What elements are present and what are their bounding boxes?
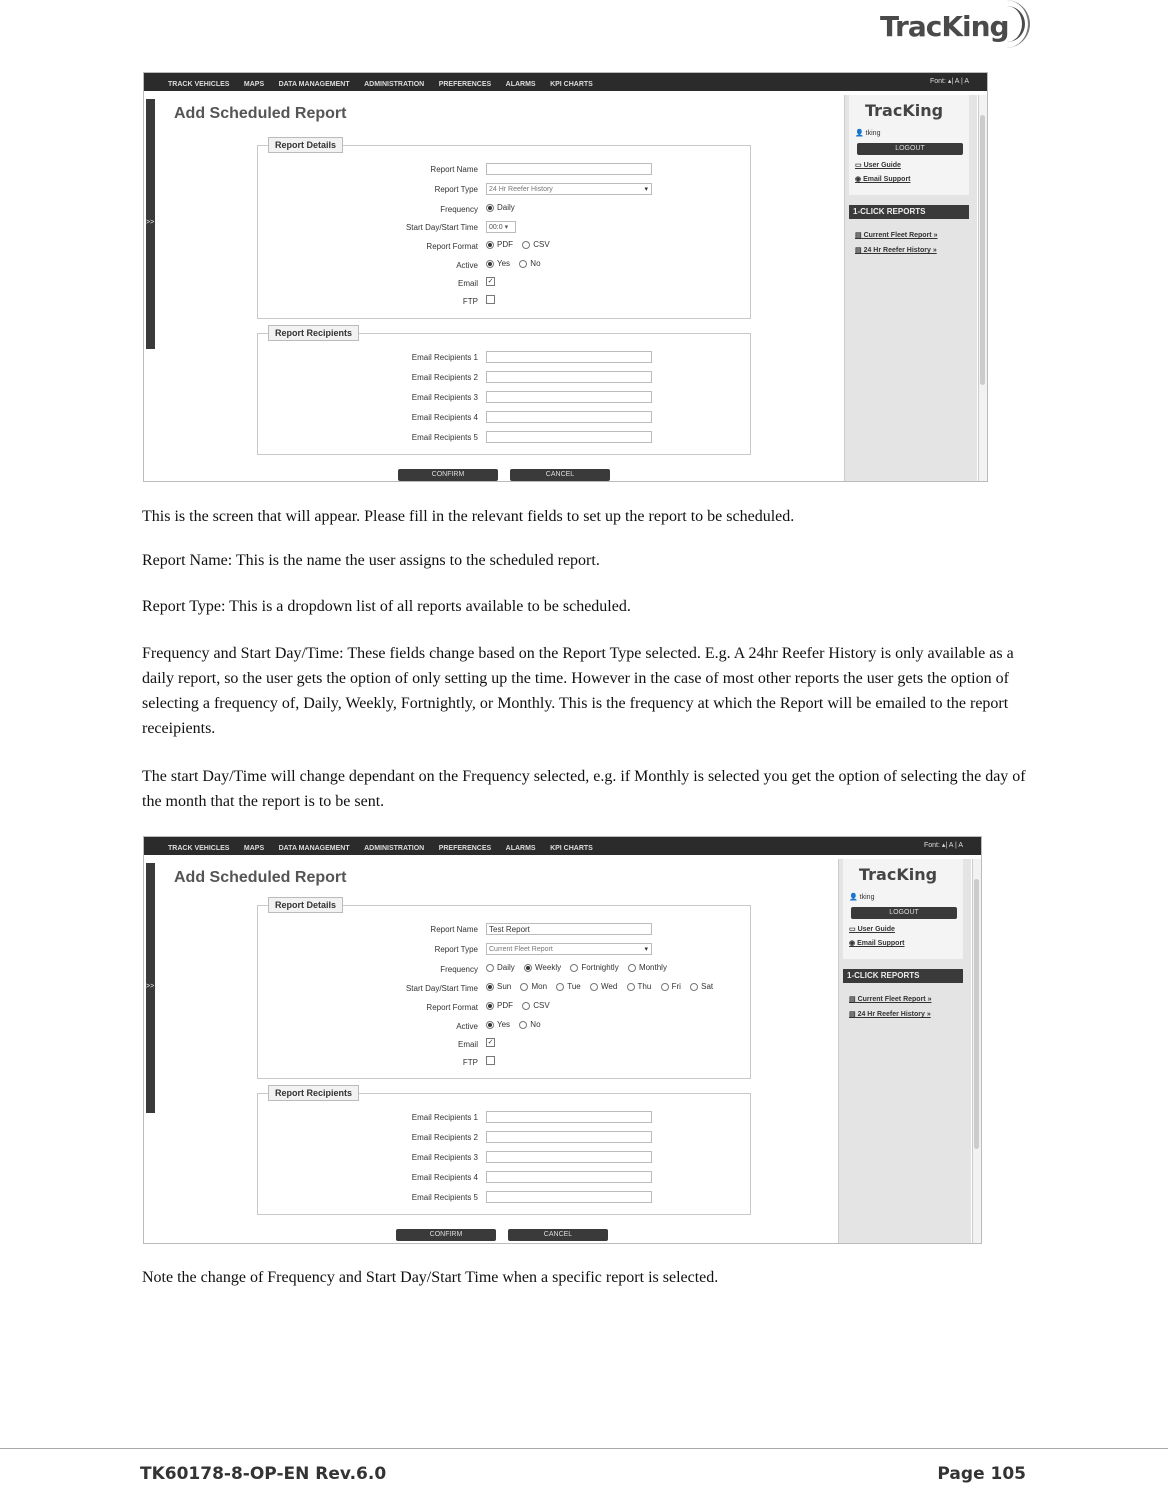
frequency-paragraph: Frequency and Start Day/Time: These fields change based on the Report Type selected. E.g. A 24hr Reefer History is only available as a daily report, so the user gets the option of only setting up the time. However in the case of most other reports the user gets the option of selecting a frequency of, Daily, Weekly, Fortnightly, or Monthly. This is the frequency at which the Report will be emailed to the report receipients. bbox=[142, 645, 1014, 737]
start-time-select[interactable]: 00:0 ▾ bbox=[486, 221, 516, 233]
user-guide-link[interactable] bbox=[849, 925, 895, 933]
active-label: Active bbox=[456, 1022, 478, 1031]
active-no-radio[interactable] bbox=[519, 260, 527, 268]
start-sun-radio[interactable] bbox=[486, 983, 494, 991]
report-name-input[interactable]: Test Report bbox=[486, 923, 652, 935]
nav-maps[interactable]: MAPS bbox=[243, 845, 265, 852]
frequency-monthly-radio[interactable] bbox=[628, 964, 636, 972]
report-type-select[interactable] bbox=[486, 943, 652, 955]
user-name bbox=[855, 129, 880, 137]
dropdown-arrow-icon: ▾ bbox=[644, 946, 648, 953]
screenshot-daily-report bbox=[143, 72, 988, 482]
report-icon: ▤ bbox=[855, 247, 862, 254]
scroll-thumb[interactable] bbox=[980, 115, 985, 385]
report-type-value: Current Fleet Report bbox=[489, 946, 553, 953]
logo-text: TracKing bbox=[880, 10, 1009, 43]
recipient-2-input[interactable] bbox=[486, 371, 652, 383]
user-icon: 👤 bbox=[855, 130, 864, 137]
book-icon: ▭ bbox=[855, 162, 862, 169]
report-details-legend: Report Details bbox=[268, 897, 343, 913]
current-fleet-report-link[interactable] bbox=[855, 231, 937, 239]
start-mon-radio[interactable] bbox=[520, 983, 528, 991]
frequency-label: Frequency bbox=[440, 965, 478, 974]
report-details-legend: Report Details bbox=[268, 137, 343, 153]
report-name-input[interactable] bbox=[486, 163, 652, 175]
top-nav bbox=[144, 837, 981, 855]
start-sat-radio[interactable] bbox=[690, 983, 698, 991]
start-wed-radio[interactable] bbox=[590, 983, 598, 991]
recipient-label: Email Recipients 2 bbox=[411, 373, 478, 382]
email-support-link[interactable] bbox=[849, 939, 905, 947]
logo-arc-outer-icon bbox=[1004, 0, 1030, 48]
email-checkbox[interactable]: ✓ bbox=[487, 278, 494, 286]
recipient-label: Email Recipients 5 bbox=[411, 433, 478, 442]
start-sun-label: Sun bbox=[497, 982, 512, 991]
panel-logo: TracKing bbox=[865, 101, 944, 120]
recipient-label: Email Recipients 1 bbox=[411, 353, 478, 362]
format-pdf-label: PDF bbox=[497, 1001, 513, 1010]
start-thu-label: Thu bbox=[637, 982, 652, 991]
recipient-label: Email Recipients 3 bbox=[411, 1153, 478, 1162]
tracking-logo bbox=[880, 6, 1030, 54]
recipient-label: Email Recipients 2 bbox=[411, 1133, 478, 1142]
recipient-label: Email Recipients 5 bbox=[411, 1193, 478, 1202]
report-details-fieldset bbox=[257, 900, 751, 1079]
collapse-sidebar-strip[interactable] bbox=[146, 863, 155, 1113]
cancel-button[interactable]: CANCEL bbox=[510, 469, 610, 481]
report-name-paragraph: Report Name: This is the name the user assigns to the scheduled report. bbox=[142, 552, 600, 569]
right-panel bbox=[844, 95, 977, 481]
user-name-text: tking bbox=[859, 894, 875, 901]
font-size-control[interactable]: Font: ▴| A | A bbox=[929, 78, 969, 85]
recipient-5-input[interactable] bbox=[486, 1191, 652, 1203]
ftp-checkbox[interactable] bbox=[486, 295, 495, 304]
report-icon: ▤ bbox=[849, 1011, 856, 1018]
format-label: Report Format bbox=[426, 242, 478, 251]
nav-alarms[interactable]: ALARMS bbox=[505, 81, 536, 88]
user-name bbox=[849, 893, 874, 901]
frequency-daily-radio[interactable] bbox=[486, 964, 494, 972]
format-label: Report Format bbox=[426, 1003, 478, 1012]
nav-data-management[interactable]: DATA MANAGEMENT bbox=[278, 845, 350, 852]
one-click-reports-header: 1-CLICK REPORTS bbox=[843, 969, 963, 983]
report-name-label: Report Name bbox=[430, 165, 478, 174]
expand-arrow-icon: >> bbox=[146, 983, 155, 990]
vertical-scrollbar[interactable] bbox=[972, 859, 981, 1243]
user-guide-text: User Guide bbox=[857, 926, 895, 933]
format-csv-radio[interactable] bbox=[522, 241, 530, 249]
report-type-value: 24 Hr Reefer History bbox=[489, 186, 553, 193]
recipient-5-input[interactable] bbox=[486, 431, 652, 443]
ftp-checkbox[interactable] bbox=[486, 1056, 495, 1065]
start-tue-radio[interactable] bbox=[556, 983, 564, 991]
reefer-history-text: 24 Hr Reefer History » bbox=[857, 1011, 931, 1018]
start-mon-label: Mon bbox=[531, 982, 548, 991]
start-time-value: 00:0 bbox=[489, 224, 503, 231]
nav-administration[interactable]: ADMINISTRATION bbox=[364, 845, 425, 852]
active-no-radio[interactable] bbox=[519, 1021, 527, 1029]
recipient-3-input[interactable] bbox=[486, 1151, 652, 1163]
user-icon: 👤 bbox=[849, 894, 858, 901]
report-recipients-fieldset bbox=[257, 1088, 751, 1215]
expand-arrow-icon: >> bbox=[146, 219, 155, 226]
nav-administration[interactable]: ADMINISTRATION bbox=[364, 81, 425, 88]
current-fleet-report-link[interactable] bbox=[849, 995, 931, 1003]
start-thu-radio[interactable] bbox=[627, 983, 635, 991]
user-guide-text: User Guide bbox=[863, 162, 901, 169]
start-tue-label: Tue bbox=[567, 982, 581, 991]
recipient-4-input[interactable] bbox=[486, 411, 652, 423]
font-size-control[interactable]: Font: ▴| A | A bbox=[923, 842, 963, 849]
recipient-1-input[interactable] bbox=[486, 351, 652, 363]
frequency-daily-label: Daily bbox=[497, 203, 515, 212]
report-recipients-legend: Report Recipients bbox=[268, 1085, 359, 1101]
recipient-label: Email Recipients 3 bbox=[411, 393, 478, 402]
intro-paragraph: This is the screen that will appear. Please fill in the relevant fields to set up the report to be scheduled. bbox=[142, 508, 795, 525]
ftp-label: FTP bbox=[462, 1058, 478, 1067]
recipient-4-input[interactable] bbox=[486, 1171, 652, 1183]
page-title: Add Scheduled Report bbox=[174, 105, 347, 122]
start-label: Start Day/Start Time bbox=[405, 984, 478, 993]
confirm-button[interactable]: CONFIRM bbox=[396, 1229, 496, 1241]
active-no-label: No bbox=[530, 1020, 541, 1029]
nav-preferences[interactable]: PREFERENCES bbox=[438, 845, 492, 852]
logout-button[interactable]: LOGOUT bbox=[851, 907, 957, 919]
panel-logo: TracKing bbox=[859, 865, 938, 884]
start-sat-label: Sat bbox=[701, 982, 714, 991]
main-area bbox=[162, 95, 842, 481]
frequency-daily-label: Daily bbox=[497, 963, 515, 972]
user-name-text: tking bbox=[865, 130, 881, 137]
nav-maps[interactable]: MAPS bbox=[243, 81, 265, 88]
page-number: Page 105 bbox=[937, 1464, 1026, 1484]
report-recipients-legend: Report Recipients bbox=[268, 325, 359, 341]
format-csv-radio[interactable] bbox=[522, 1002, 530, 1010]
start-label: Start Day/Start Time bbox=[405, 223, 478, 232]
screenshot-weekly-report bbox=[143, 836, 982, 1244]
email-support-link[interactable] bbox=[855, 175, 911, 183]
nav-kpi-charts[interactable]: KPI CHARTS bbox=[550, 845, 593, 852]
format-pdf-radio[interactable] bbox=[486, 1002, 494, 1010]
email-label: Email bbox=[457, 279, 478, 288]
footer-divider bbox=[0, 1448, 1168, 1449]
logout-button[interactable]: LOGOUT bbox=[857, 143, 963, 155]
frequency-weekly-radio[interactable] bbox=[524, 964, 532, 972]
format-csv-label: CSV bbox=[533, 1001, 550, 1010]
recipient-1-input[interactable] bbox=[486, 1111, 652, 1123]
note-paragraph: Note the change of Frequency and Start Day/Start Time when a specific report is selected. bbox=[142, 1269, 719, 1286]
active-yes-radio[interactable] bbox=[486, 260, 494, 268]
recipient-label: Email Recipients 4 bbox=[411, 1173, 478, 1182]
report-recipients-fieldset bbox=[257, 328, 751, 455]
recipient-2-input[interactable] bbox=[486, 1131, 652, 1143]
active-label: Active bbox=[456, 261, 478, 270]
page-title: Add Scheduled Report bbox=[174, 869, 347, 886]
user-guide-link[interactable] bbox=[855, 161, 901, 169]
document-id: TK60178-8-OP-EN Rev.6.0 bbox=[140, 1464, 387, 1484]
active-yes-label: Yes bbox=[497, 1020, 511, 1029]
scroll-thumb[interactable] bbox=[974, 879, 979, 1149]
report-type-label: Report Type bbox=[434, 185, 478, 194]
main-area bbox=[162, 859, 842, 1243]
dropdown-arrow-icon: ▾ bbox=[644, 186, 648, 193]
support-icon: ◉ bbox=[849, 940, 856, 947]
report-name-label: Report Name bbox=[430, 925, 478, 934]
format-pdf-label: PDF bbox=[497, 240, 513, 249]
top-nav bbox=[144, 73, 987, 91]
confirm-button[interactable]: CONFIRM bbox=[398, 469, 498, 481]
report-icon: ▤ bbox=[849, 996, 856, 1003]
recipient-label: Email Recipients 1 bbox=[411, 1113, 478, 1122]
format-csv-label: CSV bbox=[533, 240, 550, 249]
book-icon: ▭ bbox=[849, 926, 856, 933]
reefer-history-link[interactable] bbox=[849, 1010, 931, 1018]
active-yes-label: Yes bbox=[497, 259, 511, 268]
frequency-fortnightly-label: Fortnightly bbox=[581, 963, 619, 972]
active-yes-radio[interactable] bbox=[486, 1021, 494, 1029]
support-icon: ◉ bbox=[855, 176, 862, 183]
report-type-select[interactable] bbox=[486, 183, 652, 195]
frequency-weekly-label: Weekly bbox=[535, 963, 562, 972]
report-details-fieldset bbox=[257, 140, 751, 319]
format-pdf-radio[interactable] bbox=[486, 241, 494, 249]
report-type-label: Report Type bbox=[434, 945, 478, 954]
reefer-history-text: 24 Hr Reefer History » bbox=[863, 247, 937, 254]
frequency-label: Frequency bbox=[440, 205, 478, 214]
current-fleet-report-text: Current Fleet Report » bbox=[857, 996, 932, 1003]
report-type-paragraph: Report Type: This is a dropdown list of all reports available to be scheduled. bbox=[142, 598, 631, 615]
nav-data-management[interactable]: DATA MANAGEMENT bbox=[278, 81, 350, 88]
nav-track-vehicles[interactable]: TRACK VEHICLES bbox=[168, 845, 230, 852]
collapse-sidebar-strip[interactable] bbox=[146, 99, 155, 349]
current-fleet-report-text: Current Fleet Report » bbox=[863, 232, 938, 239]
email-checkbox[interactable]: ✓ bbox=[487, 1039, 494, 1047]
start-wed-label: Wed bbox=[601, 982, 618, 991]
email-support-text: Email Support bbox=[863, 176, 911, 183]
email-label: Email bbox=[457, 1040, 478, 1049]
recipient-3-input[interactable] bbox=[486, 391, 652, 403]
recipient-label: Email Recipients 4 bbox=[411, 413, 478, 422]
nav-kpi-charts[interactable]: KPI CHARTS bbox=[550, 81, 593, 88]
active-no-label: No bbox=[530, 259, 541, 268]
frequency-fortnightly-radio[interactable] bbox=[570, 964, 578, 972]
vertical-scrollbar[interactable] bbox=[978, 95, 987, 481]
right-panel bbox=[838, 859, 971, 1243]
report-icon: ▤ bbox=[855, 232, 862, 239]
nav-track-vehicles[interactable]: TRACK VEHICLES bbox=[168, 81, 230, 88]
frequency-monthly-label: Monthly bbox=[638, 963, 667, 972]
start-fri-label: Fri bbox=[671, 982, 681, 991]
email-support-text: Email Support bbox=[857, 940, 905, 947]
frequency-daily-radio[interactable] bbox=[486, 204, 494, 212]
nav-preferences[interactable]: PREFERENCES bbox=[438, 81, 492, 88]
one-click-reports-header: 1-CLICK REPORTS bbox=[849, 205, 969, 219]
cancel-button[interactable]: CANCEL bbox=[508, 1229, 608, 1241]
ftp-label: FTP bbox=[462, 297, 478, 306]
nav-alarms[interactable]: ALARMS bbox=[505, 845, 536, 852]
reefer-history-link[interactable] bbox=[855, 246, 937, 254]
start-fri-radio[interactable] bbox=[661, 983, 669, 991]
start-day-paragraph: The start Day/Time will change dependant on the Frequency selected, e.g. if Monthly is selected you get the option of selecting the day of the month that the report is to be sent. bbox=[142, 768, 1026, 810]
